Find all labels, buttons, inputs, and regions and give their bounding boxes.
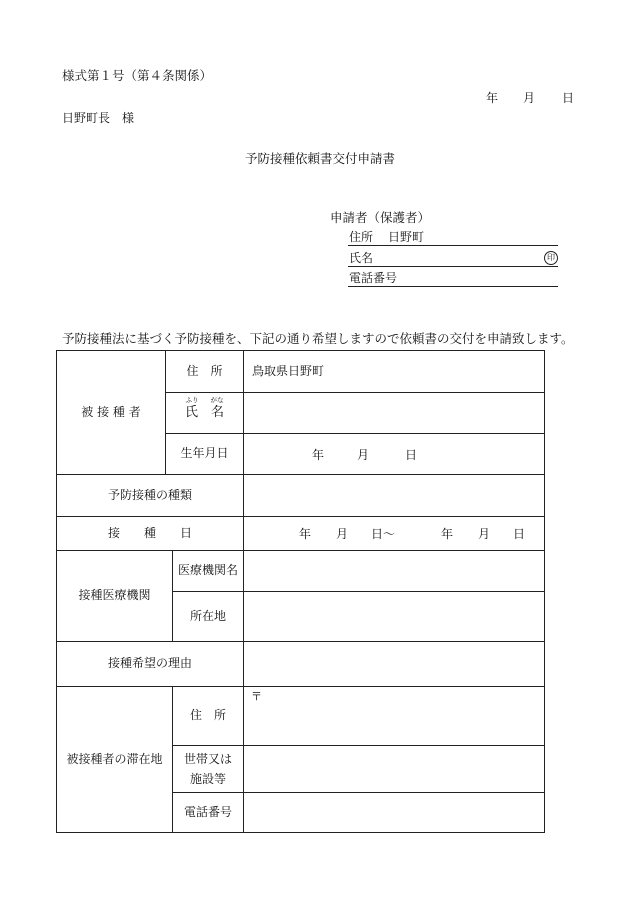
vaccination-date-label: 接 種 日 — [107, 525, 192, 540]
range-month-2: 月 — [478, 527, 491, 541]
furigana-2: がな — [210, 395, 224, 404]
applicant-name-label: 氏名 — [349, 251, 374, 265]
subject-name-input[interactable] — [244, 393, 544, 433]
document-title: 予防接種依頼書交付申請書 — [245, 151, 396, 166]
facility-location-input[interactable] — [244, 592, 544, 641]
subject-address-value[interactable]: 鳥取県日野町 — [252, 363, 325, 378]
facility-name-label: 医療機関名 — [177, 563, 238, 578]
stay-address-label: 住 所 — [189, 708, 226, 723]
stay-phone-input[interactable] — [244, 793, 544, 832]
facility-name-input[interactable] — [244, 551, 544, 591]
household-label-line-1: 世帯又は — [183, 751, 232, 766]
addressee: 日野町長 様 — [62, 111, 135, 125]
household-label — [173, 746, 243, 792]
date-day-label: 日 — [562, 91, 575, 105]
birthdate-year: 年 — [312, 448, 325, 462]
stay-phone-label: 電話番号 — [183, 804, 232, 819]
stay-location-label: 被接種者の滞在地 — [66, 751, 163, 766]
reason-input[interactable] — [244, 642, 544, 686]
facility-location-label: 所在地 — [189, 608, 226, 623]
birthdate-day: 日 — [405, 448, 418, 462]
birthdate-label: 生年月日 — [180, 446, 229, 461]
date-month-label: 月 — [523, 91, 536, 105]
applicant-heading: 申請者（保護者） — [330, 210, 431, 225]
birthdate-month: 月 — [357, 448, 370, 462]
household-label-line-2: 施設等 — [189, 772, 226, 786]
range-day-1: 日〜 — [371, 527, 396, 541]
applicant-address-value: 日野町 — [388, 230, 425, 244]
seal-mark: 印 — [544, 251, 558, 265]
subject-name-label-cell — [166, 393, 243, 433]
vaccine-type-label: 予防接種の種類 — [107, 487, 192, 502]
range-day-2: 日 — [513, 527, 526, 541]
applicant-address-label: 住所 — [349, 230, 374, 244]
facility-label: 接種医療機関 — [78, 588, 151, 603]
subject-name-label: 氏 名 — [184, 404, 224, 420]
postal-mark: 〒 — [251, 690, 262, 703]
subject-address-label: 住 所 — [186, 363, 223, 378]
form-number: 様式第１号（第４条関係） — [62, 68, 213, 83]
applicant-phone-label: 電話番号 — [349, 271, 398, 285]
subject-label: 被 接 種 者 — [81, 404, 141, 419]
range-year-2: 年 — [441, 527, 454, 541]
household-input[interactable] — [244, 746, 544, 792]
reason-label: 接種希望の理由 — [107, 656, 192, 671]
application-statement: 予防接種法に基づく予防接種を、下記の通り希望しますので依頼書の交付を申請致します。 — [62, 331, 574, 346]
furigana-1: ふり — [185, 395, 199, 404]
date-year-label: 年 — [486, 91, 499, 105]
range-year-1: 年 — [299, 527, 312, 541]
range-month-1: 月 — [336, 527, 349, 541]
vaccine-type-input[interactable] — [244, 475, 544, 516]
